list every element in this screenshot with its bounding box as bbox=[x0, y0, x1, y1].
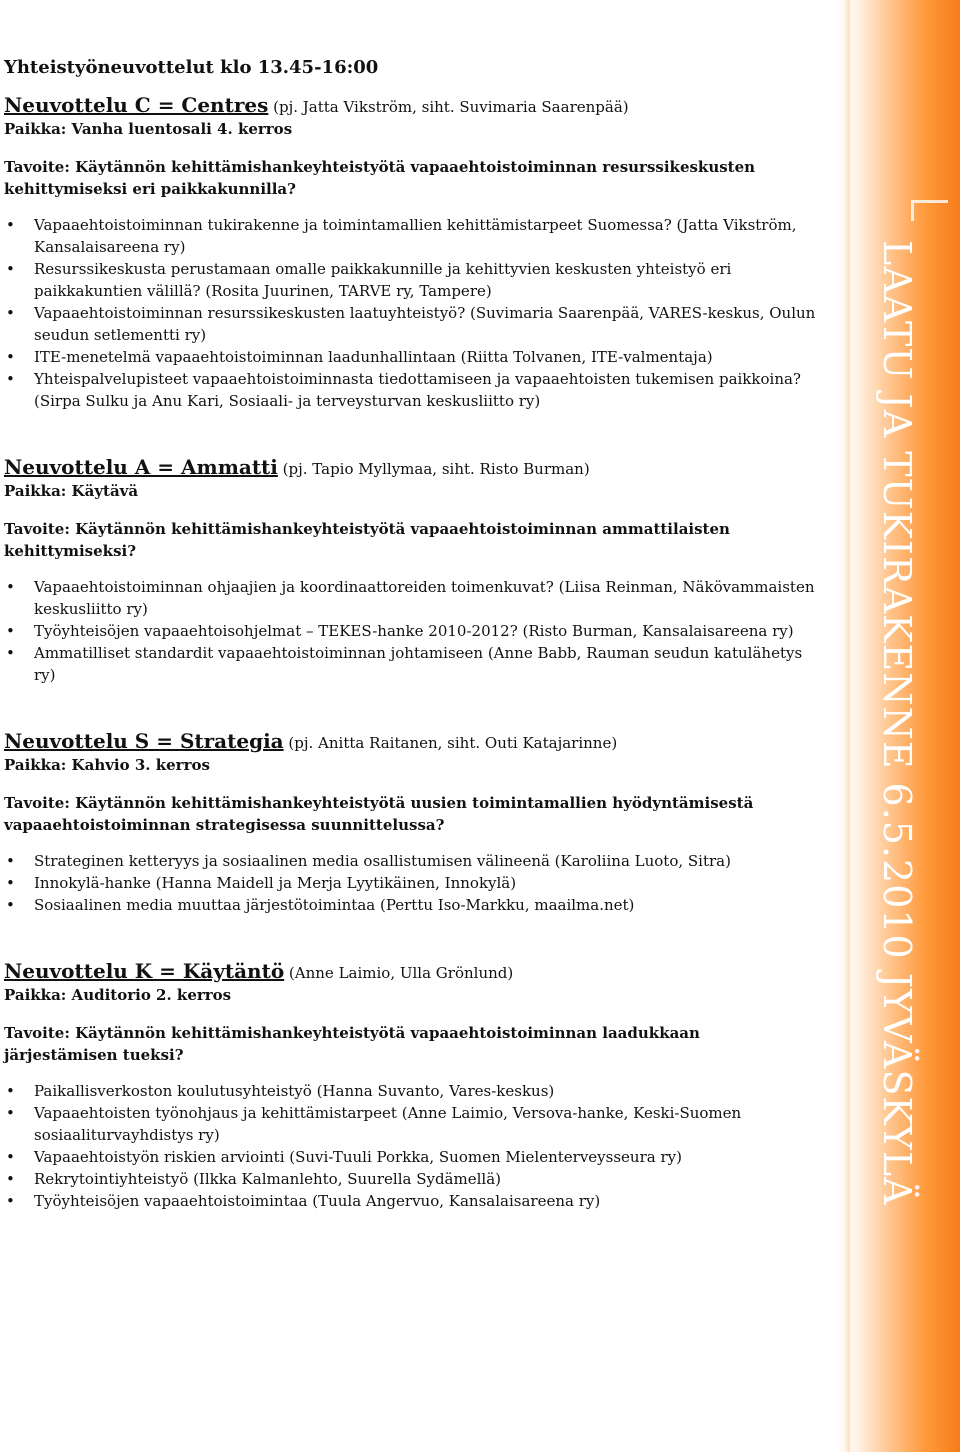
bullet-icon: • bbox=[6, 1082, 15, 1100]
section-chair: (pj. Jatta Vikström, siht. Suvimaria Saarenpää) bbox=[268, 98, 629, 116]
bullet-icon: • bbox=[6, 304, 15, 322]
bullet-icon: • bbox=[6, 896, 15, 914]
list-item-text: Resurssikeskusta perustamaan omalle paikkakunnille ja kehittyvien keskusten yhteistyö eri paikkakuntien välillä? (Rosita Juurinen, TARVE ry, Tampere) bbox=[34, 260, 732, 300]
section-place: Paikka: Käytävä bbox=[4, 482, 139, 500]
list-item-text: Paikallisverkoston koulutusyhteistyö (Hanna Suvanto, Vares-keskus) bbox=[34, 1082, 555, 1100]
section-item-list bbox=[4, 850, 816, 916]
list-item bbox=[4, 1080, 816, 1102]
list-item-text: Vapaaehtoistoiminnan resurssikeskusten laatuyhteistyö? (Suvimaria Saarenpää, VARES-keskus, Oulun seudun setlementti ry) bbox=[34, 304, 816, 344]
section-heading bbox=[4, 960, 816, 984]
bullet-icon: • bbox=[6, 370, 15, 388]
section-item-list bbox=[4, 214, 816, 412]
section-heading bbox=[4, 730, 816, 754]
corner-mark-icon bbox=[911, 200, 948, 221]
bullet-icon: • bbox=[6, 852, 15, 870]
section-title: Neuvottelu A = Ammatti bbox=[4, 455, 278, 479]
section-item-list bbox=[4, 576, 816, 686]
list-item bbox=[4, 368, 816, 412]
section-kaytanto bbox=[4, 960, 816, 1212]
section-ammatti bbox=[4, 456, 816, 686]
section-goal: Tavoite: Käytännön kehittämishankeyhteistyötä vapaaehtoistoiminnan ammattilaisten kehittymiseksi? bbox=[4, 520, 730, 560]
section-title: Neuvottelu S = Strategia bbox=[4, 729, 284, 753]
bullet-icon: • bbox=[6, 874, 15, 892]
section-goal: Tavoite: Käytännön kehittämishankeyhteistyötä vapaaehtoistoiminnan laadukkaan järjestämisen tueksi? bbox=[4, 1024, 700, 1064]
section-goal: Tavoite: Käytännön kehittämishankeyhteistyötä uusien toimintamallien hyödyntämisestä vapaaehtoistoiminnan strategisessa suunnittelussa? bbox=[4, 794, 754, 834]
list-item-text: Strateginen ketteryys ja sosiaalinen media osallistumisen välineenä (Karoliina Luoto, Sitra) bbox=[34, 852, 731, 870]
section-chair: (pj. Tapio Myllymaa, siht. Risto Burman) bbox=[277, 460, 590, 478]
bullet-icon: • bbox=[6, 578, 15, 596]
list-item bbox=[4, 302, 816, 346]
section-title: Neuvottelu K = Käytäntö bbox=[4, 959, 285, 983]
bullet-icon: • bbox=[6, 260, 15, 278]
list-item bbox=[4, 1146, 816, 1168]
bullet-icon: • bbox=[6, 1104, 15, 1122]
list-item-text: Vapaaehtoisten työnohjaus ja kehittämistarpeet (Anne Laimio, Versova-hanke, Keski-Suomen sosiaaliturvayhdistys ry) bbox=[34, 1104, 742, 1144]
list-item bbox=[4, 620, 816, 642]
list-item-text: Rekrytointiyhteistyö (Ilkka Kalmanlehto, Suurella Sydämellä) bbox=[34, 1170, 501, 1188]
list-item-text: Työyhteisöjen vapaaehtoistoimintaa (Tuula Angervuo, Kansalaisareena ry) bbox=[34, 1192, 601, 1210]
list-item-text: Yhteispalvelupisteet vapaaehtoistoiminnasta tiedottamiseen ja vapaaehtoisten tukemisen paikkoina? (Sirpa Sulku ja Anu Kari, Sosiaali- ja terveysturvan keskusliitto ry) bbox=[34, 370, 801, 410]
list-item bbox=[4, 1102, 816, 1146]
list-item bbox=[4, 258, 816, 302]
list-item bbox=[4, 214, 816, 258]
list-item bbox=[4, 1190, 816, 1212]
sidebar-event-label: LAATU JA TUKIRAKENNE 6.5.2010 JYVÄSKYLÄ bbox=[875, 240, 919, 1206]
section-place: Paikka: Auditorio 2. kerros bbox=[4, 986, 232, 1004]
section-goal: Tavoite: Käytännön kehittämishankeyhteistyötä vapaaehtoistoiminnan resurssikeskusten kehittymiseksi eri paikkakunnilla? bbox=[4, 158, 756, 198]
list-item bbox=[4, 850, 816, 872]
section-item-list bbox=[4, 1080, 816, 1212]
list-item bbox=[4, 346, 816, 368]
bullet-icon: • bbox=[6, 644, 15, 662]
section-heading bbox=[4, 94, 816, 118]
orange-sidebar bbox=[834, 0, 960, 1452]
section-place: Paikka: Vanha luentosali 4. kerros bbox=[4, 120, 293, 138]
bullet-icon: • bbox=[6, 1170, 15, 1188]
sidebar-gradient-edge bbox=[844, 0, 850, 1452]
list-item bbox=[4, 872, 816, 894]
list-item-text: ITE-menetelmä vapaaehtoistoiminnan laadunhallintaan (Riitta Tolvanen, ITE-valmentaja) bbox=[34, 348, 713, 366]
list-item-text: Työyhteisöjen vapaaehtoisohjelmat – TEKES-hanke 2010-2012? (Risto Burman, Kansalaisareena ry) bbox=[34, 622, 794, 640]
bullet-icon: • bbox=[6, 1192, 15, 1210]
list-item-text: Ammatilliset standardit vapaaehtoistoiminnan johtamiseen (Anne Babb, Rauman seudun katulähetys ry) bbox=[34, 644, 803, 684]
list-item-text: Innokylä-hanke (Hanna Maidell ja Merja Lyytikäinen, Innokylä) bbox=[34, 874, 517, 892]
section-title: Neuvottelu C = Centres bbox=[4, 93, 269, 117]
section-chair: (pj. Anitta Raitanen, siht. Outi Katajarinne) bbox=[283, 734, 618, 752]
document-content bbox=[4, 56, 816, 1212]
bullet-icon: • bbox=[6, 622, 15, 640]
list-item-text: Vapaaehtoistyön riskien arviointi (Suvi-Tuuli Porkka, Suomen Mielenterveysseura ry) bbox=[34, 1148, 682, 1166]
list-item-text: Vapaaehtoistoiminnan ohjaajien ja koordinaattoreiden toimenkuvat? (Liisa Reinman, Näkövammaisten keskusliitto ry) bbox=[34, 578, 815, 618]
section-heading bbox=[4, 456, 816, 480]
list-item bbox=[4, 894, 816, 916]
list-item bbox=[4, 642, 816, 686]
section-strategia bbox=[4, 730, 816, 916]
list-item-text: Vapaaehtoistoiminnan tukirakenne ja toimintamallien kehittämistarpeet Suomessa? (Jatta Vikström, Kansalaisareena ry) bbox=[34, 216, 797, 256]
section-place: Paikka: Kahvio 3. kerros bbox=[4, 756, 210, 774]
section-chair: (Anne Laimio, Ulla Grönlund) bbox=[284, 964, 514, 982]
bullet-icon: • bbox=[6, 1148, 15, 1166]
list-item-text: Sosiaalinen media muuttaa järjestötoimintaa (Perttu Iso-Markku, maailma.net) bbox=[34, 896, 635, 914]
list-item bbox=[4, 576, 816, 620]
section-centres bbox=[4, 94, 816, 412]
page-title: Yhteistyöneuvottelut klo 13.45-16:00 bbox=[4, 57, 379, 78]
bullet-icon: • bbox=[6, 216, 15, 234]
list-item bbox=[4, 1168, 816, 1190]
bullet-icon: • bbox=[6, 348, 15, 366]
